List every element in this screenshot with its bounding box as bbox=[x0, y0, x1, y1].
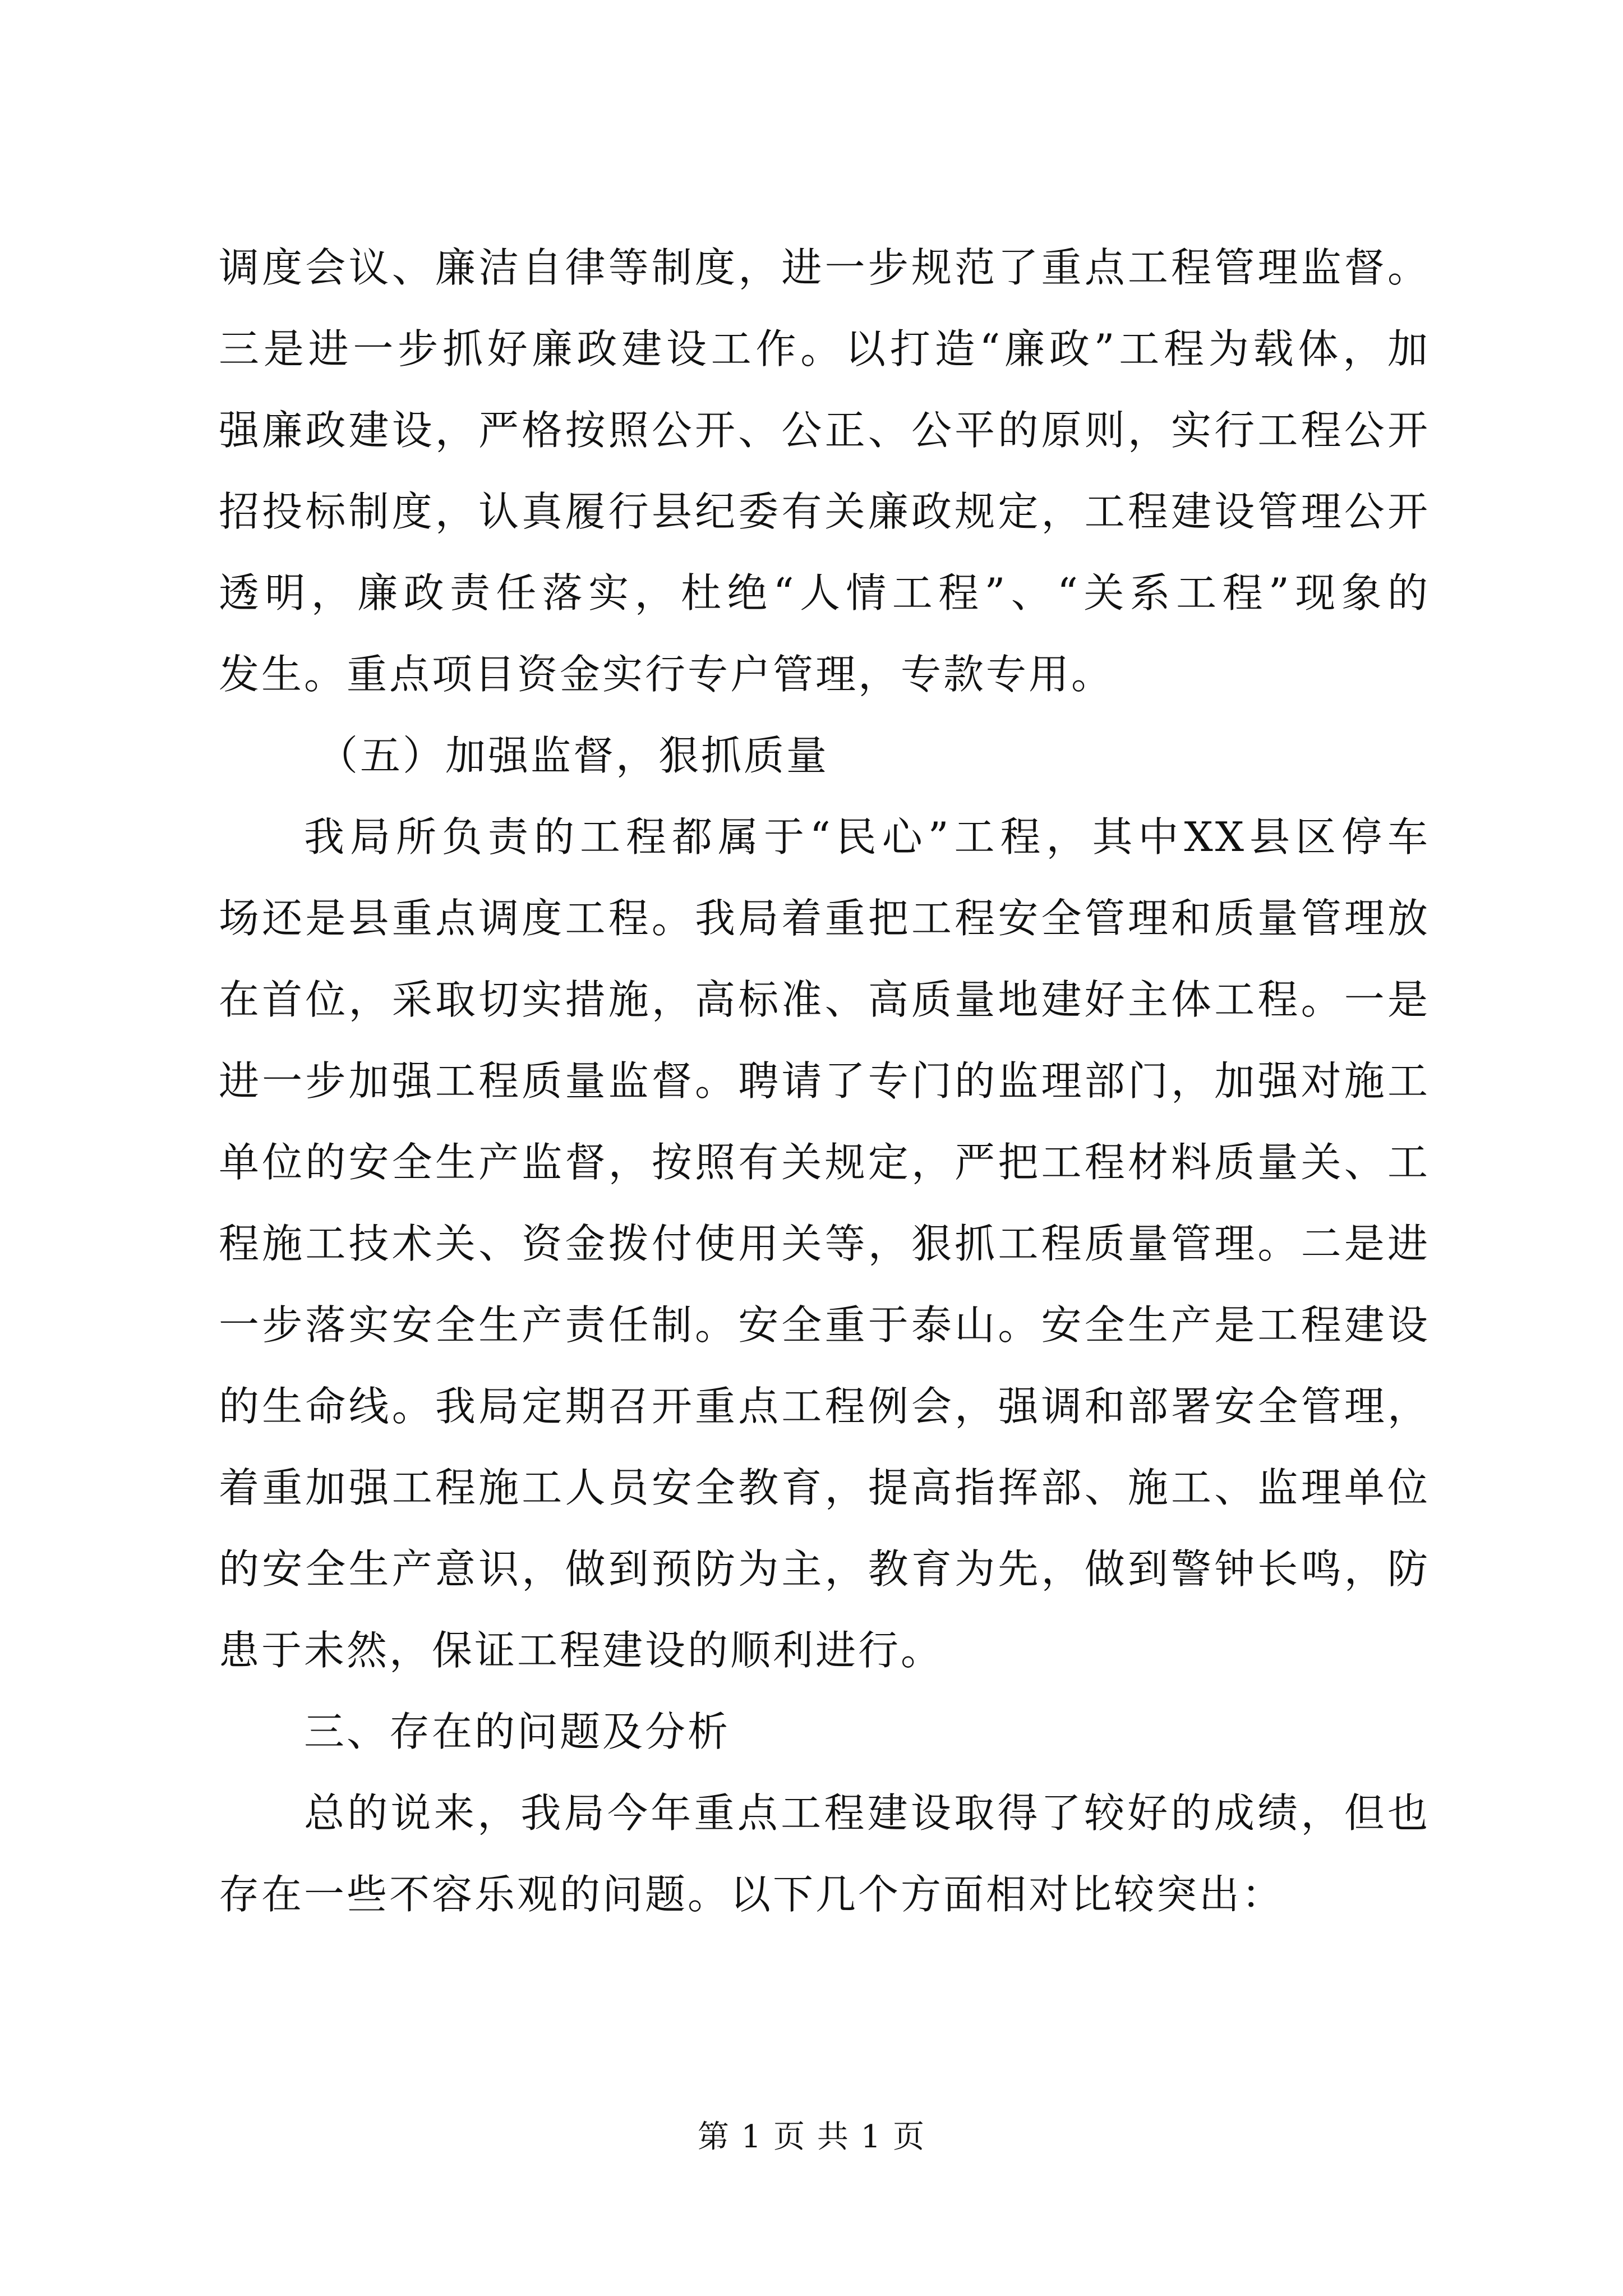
paragraph-line: 存在一些不容乐观的问题。以下几个方面相对比较突出： bbox=[219, 1871, 1285, 1918]
paragraph-line: 场还是县重点调度工程。我局着重把工程安全管理和质量管理放 bbox=[219, 895, 1430, 942]
paragraph-line: 强廉政建设，严格按照公开、公正、公平的原则，实行工程公开 bbox=[219, 407, 1430, 454]
paragraph-line: 总的说来，我局今年重点工程建设取得了较好的成绩，但也 bbox=[304, 1789, 1430, 1837]
paragraph-line: 一步落实安全生产责任制。安全重于泰山。安全生产是工程建设 bbox=[219, 1301, 1430, 1349]
paragraph-line: 发生。重点项目资金实行专户管理，专款专用。 bbox=[219, 651, 1114, 698]
paragraph-line: 招投标制度，认真履行县纪委有关廉政规定，工程建设管理公开 bbox=[219, 488, 1430, 535]
paragraph-line: 单位的安全生产监督，按照有关规定，严把工程材料质量关、工 bbox=[219, 1139, 1430, 1186]
document-body bbox=[219, 227, 1430, 1935]
page-footer: 第 1 页 共 1 页 bbox=[697, 2119, 926, 2155]
paragraph-line: 透明，廉政责任落实，杜绝“人情工程”、“关系工程”现象的 bbox=[219, 569, 1430, 616]
paragraph-line: 的安全生产意识，做到预防为主，教育为先，做到警钟长鸣，防 bbox=[219, 1545, 1430, 1593]
paragraph-line: 着重加强工程施工人员安全教育，提高指挥部、施工、监理单位 bbox=[219, 1464, 1430, 1511]
paragraph-line: 三是进一步抓好廉政建设工作。以打造“廉政”工程为载体，加 bbox=[219, 325, 1430, 372]
section-heading: 三、存在的问题及分析 bbox=[304, 1708, 731, 1755]
section-heading: （五）加强监督，狠抓质量 bbox=[317, 732, 829, 779]
paragraph-line: 患于未然，保证工程建设的顺利进行。 bbox=[219, 1627, 944, 1674]
paragraph-line: 我局所负责的工程都属于“民心”工程，其中XX县区停车 bbox=[304, 813, 1430, 861]
paragraph-line: 调度会议、廉洁自律等制度，进一步规范了重点工程管理监督。 bbox=[219, 244, 1430, 291]
paragraph-line: 的生命线。我局定期召开重点工程例会，强调和部署安全管理， bbox=[219, 1383, 1430, 1430]
paragraph-line: 在首位，采取切实措施，高标准、高质量地建好主体工程。一是 bbox=[219, 976, 1430, 1023]
paragraph-line: 程施工技术关、资金拨付使用关等，狠抓工程质量管理。二是进 bbox=[219, 1220, 1430, 1267]
paragraph-line: 进一步加强工程质量监督。聘请了专门的监理部门，加强对施工 bbox=[219, 1057, 1430, 1105]
